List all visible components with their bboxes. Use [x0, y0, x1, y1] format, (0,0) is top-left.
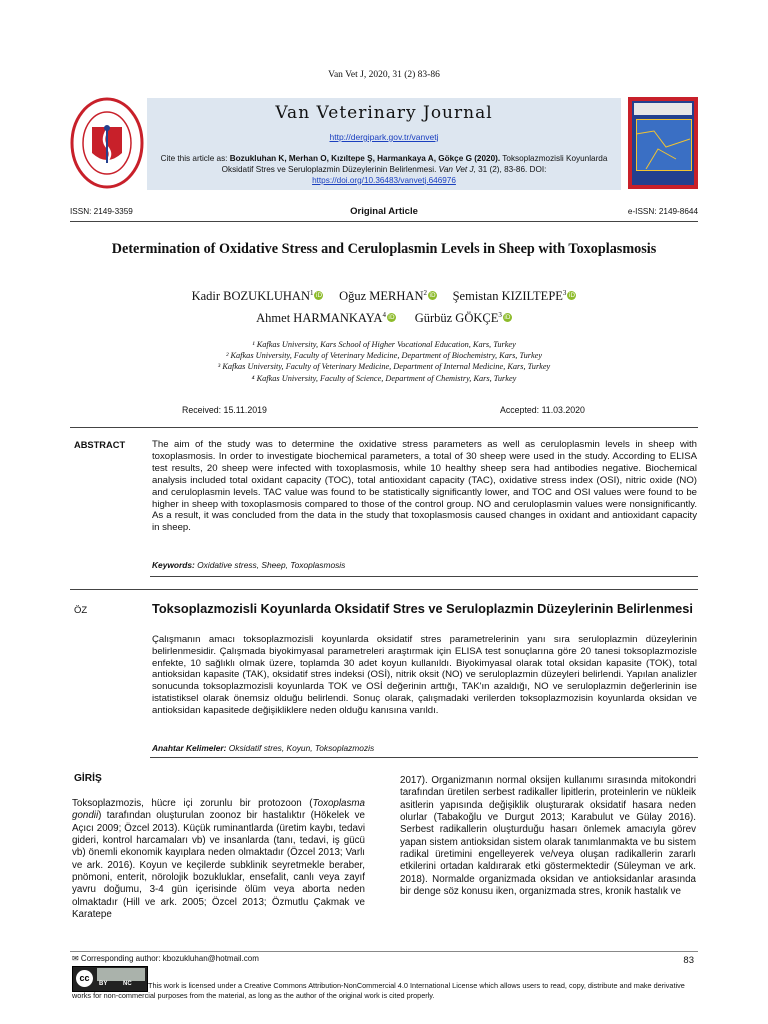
cite-volume: 31 (2), 83-86. DOI: [478, 164, 547, 174]
oz-label: ÖZ [74, 605, 88, 616]
orcid-icon[interactable]: iD [504, 314, 511, 322]
author-name: Gürbüz GÖKÇE [414, 311, 499, 326]
journal-url-link[interactable]: http://dergipark.gov.tr/vanvetj [329, 132, 439, 142]
cc-nc-icon: NC [123, 981, 132, 987]
cite-prefix: Cite this article as: [160, 154, 228, 163]
oz-keywords-label: Anahtar Kelimeler: [152, 743, 227, 753]
oz-text: Çalışmanın amacı toksoplazmozisli koyunlarda oksidatif stres parametrelerinin yanı sıra seruloplazmin düzeylerinin belirlenmesidir. Çalışmada biyokimyasal parametreleri araştırmak için ELISA test sonuçlarına göre 20 tanesi toksoplazmozisle enfekte, 10 sağlıklı olmak üzere, toplamda 30 adet koyun kullanıldı. Biyokimyasal olarak total oksidan kapasite (TOK), total antioksidan kapasite (TAK), oksidatif stres indeksi (OSİ), nitrik oksit (NO) ve seruloplazmin düzeyleri belirlendi. Yapılan analizler sonucunda toksoplazmozisli koyunlarda TOK ve OSİ değerinin arttığı, TAK'ın azaldığı, NO ve seruloplazmin değerlerinin ise istatistiksel olarak önemsiz olduğu belirlendi. Sonuç olarak, çalışmadaki verilerden toksoplazmozisin koyunlarda oksidan ve antioksidan kapasitede değişikliklere neden olduğu kanısına varıldı. [152, 634, 697, 716]
faculty-logo [70, 97, 144, 189]
affiliation: ¹ Kafkas University, Kars School of Higher Vocational Education, Kars, Turkey [252, 340, 516, 349]
affiliations [100, 339, 668, 384]
article-title: Determination of Oxidative Stress and Ceruloplasmin Levels in Sheep with Toxoplasmosis [111, 241, 657, 257]
oz-keywords [152, 743, 374, 753]
license-text: This work is licensed under a Creative Commons Attribution-NonCommercial 4.0 International License which allows users to read, copy, distribute and make derivative works for non-commercial purposes from the material, as long as the author of the original work is cited properly. [72, 981, 685, 1000]
footer-divider [70, 951, 698, 952]
affiliation: ² Kafkas University, Faculty of Veterinary Medicine, Department of Biochemistry, Kars, Turkey [225, 351, 543, 361]
author-name: Oğuz MERHAN [339, 289, 424, 304]
author-name: Kadir BOZUKLUHAN [191, 289, 310, 304]
intro-heading: GİRİŞ [74, 773, 102, 784]
species-name: Toxoplasma gondii [72, 798, 365, 822]
cite-authors: Bozukluhan K, Merhan O, Kızıltepe Ş, Harmankaya A, Gökçe G (2020). [229, 154, 501, 163]
oz-keywords-rule [150, 757, 698, 758]
abstract-divider [70, 589, 698, 590]
abstract-label: ABSTRACT [74, 440, 126, 450]
abstract-text: The aim of the study was to determine the oxidative stress parameters as well as ceruloplasmin levels in sheep with toxoplasmosis. In order to investigate biochemical parameters, a total of 30 sheep were used in the study. According to ELISA test results, 20 sheep were infected with toxoplasmosis, while 10 healthy sheep sera had antibodies negative. Biochemical analysis included total oxidant capacity (TOC), total antioxidant capacity (TAC), oxidative stress index (OSI), nitric oxide (NO) and ceruloplasmin levels. TAC value was found to be statistically significantly lower, and TOC and OSI values were found to be higher in sheep with toxoplasmosis compared to those of the control group. NO and ceruloplasmin values were nonsignificantly. As a result, it was concluded from the data in the study that toxoplasmosis caused changes in oxidant and antioxidant capacity in sheep. [152, 439, 697, 534]
intro-column-right: 2017). Organizmanın normal oksijen kullanımı sırasında mitokondri tarafından üretilen serbest radikaller lipitlerin, proteinlerin ve nükleik asitlerin yapısında değişiklik oluşturarak oksidatif hasara neden olurlar (Tabakoğlu ve Durgut 2013; Karabulut ve Gülay 2016). Serbest radikallerin oluşturduğu hasarı önlemek amacıyla görev yapan sistem antioksidan sistem olarak tanımlanmakta ve bu sistem radikal üretimini engelleyerek ve/veya oluşan radikallerin zararlı etkilerini ortadan kaldırarak etki göstermektedir (Süleyman ve ark. 2018). Normalde organizmada oksidan ve antioksidanlar arasında bir denge söz konusu iken, organizmada stres, kronik hastalık ve [400, 775, 696, 898]
journal-citation-line: Van Vet J, 2020, 31 (2) 83-86 [328, 70, 440, 80]
orcid-icon[interactable]: iD [315, 292, 323, 300]
author-line-2: Ahmet HARMANKAYA$^4$ iD Gürbüz GÖKÇE$^3$ iD [256, 311, 511, 326]
doi-link[interactable]: https://doi.org/10.36483/vanvetj.646976 [312, 175, 456, 185]
author-name: Ahmet HARMANKAYA [256, 311, 383, 326]
orcid-icon[interactable]: iD [568, 292, 576, 300]
dates-divider [70, 427, 698, 428]
article-type: Original Article [350, 206, 418, 217]
accepted-date: Accepted: 11.03.2020 [500, 405, 585, 415]
eissn: e-ISSN: 2149-8644 [627, 207, 698, 216]
corresponding-author[interactable]: ✉ Corresponding author: kbozukluhan@hotmail.com [72, 954, 259, 963]
orcid-icon[interactable]: iD [429, 292, 436, 300]
author-line-1: Kadir BOZUKLUHAN$^1$ iD Oğuz MERHAN$^2$ iD Şemistan KIZILTEPE$^3$ iD [191, 289, 576, 304]
oz-keywords-text: Oksidatif stres, Koyun, Toksoplazmozis [228, 743, 375, 753]
intro-text: ) tarafından oluşturulan zoonoz bir hastalıktır (Hökelek ve Açıcı 2009; Özcel 2013). Küçük ruminantlarda (üretim kaybı, tedavi gideri, kontrol harcamaları vb) ve insanlarda (tanı, tedavi, iş gücü vb) önemli ekonomik kayıplara neden olmaktadır (Özcel 2013; Varlı ve ark. 2016). Koyun ve keçilerde subklinik seyretmekle beraber, pnömoni, enterit, nörolojik bozukluklar, ensefalit, canlı veya zayıf yavru doğumu, 3-4 gün içerisinde ölüm veya aborta neden olmaktadır (Hill ve ark. 2005; Özcel 2013; Özmutlu Çakmak ve Karatepe [72, 810, 365, 921]
affiliation: ⁴ Kafkas University, Faculty of Science, Department of Chemistry, Kars, Turkey [251, 373, 517, 383]
cite-source: Van Vet J, [438, 164, 476, 174]
keywords-label: Keywords: [152, 560, 195, 570]
received-date: Received: 15.11.2019 [182, 405, 267, 415]
affiliation: ³ Kafkas University, Faculty of Veterinary Medicine, Department of Internal Medicine, Kars, Turkey [217, 362, 551, 372]
abstract-keywords [152, 560, 345, 570]
intro-text: Toksoplazmozis, hücre içi zorunlu bir protozoon ( [72, 798, 313, 809]
intro-column-left [72, 798, 365, 921]
journal-cover-logo [628, 97, 698, 189]
abstract-keywords-rule [150, 576, 698, 577]
cc-by-icon: BY [99, 981, 108, 987]
author-name: Şemistan KIZILTEPE [452, 289, 563, 304]
header-divider [70, 221, 698, 222]
orcid-icon[interactable]: iD [388, 314, 395, 322]
issn: ISSN: 2149-3359 [70, 207, 133, 216]
journal-name: Van Veterinary Journal [275, 103, 493, 123]
keywords-text: Oxidative stress, Sheep, Toxoplasmosis [197, 560, 346, 570]
cite-title: Toksoplazmozisli Koyunlarda Oksidatif Stres ve Seruloplazmin Düzeylerinin Belirlenmesi. [221, 154, 608, 174]
cite-block [160, 154, 608, 186]
oz-title: Toksoplazmozisli Koyunlarda Oksidatif Stres ve Seruloplazmin Düzeylerinin Belirlenmesi [152, 601, 693, 616]
cc-icon: cc [76, 970, 93, 987]
page-number: 83 [683, 955, 694, 966]
